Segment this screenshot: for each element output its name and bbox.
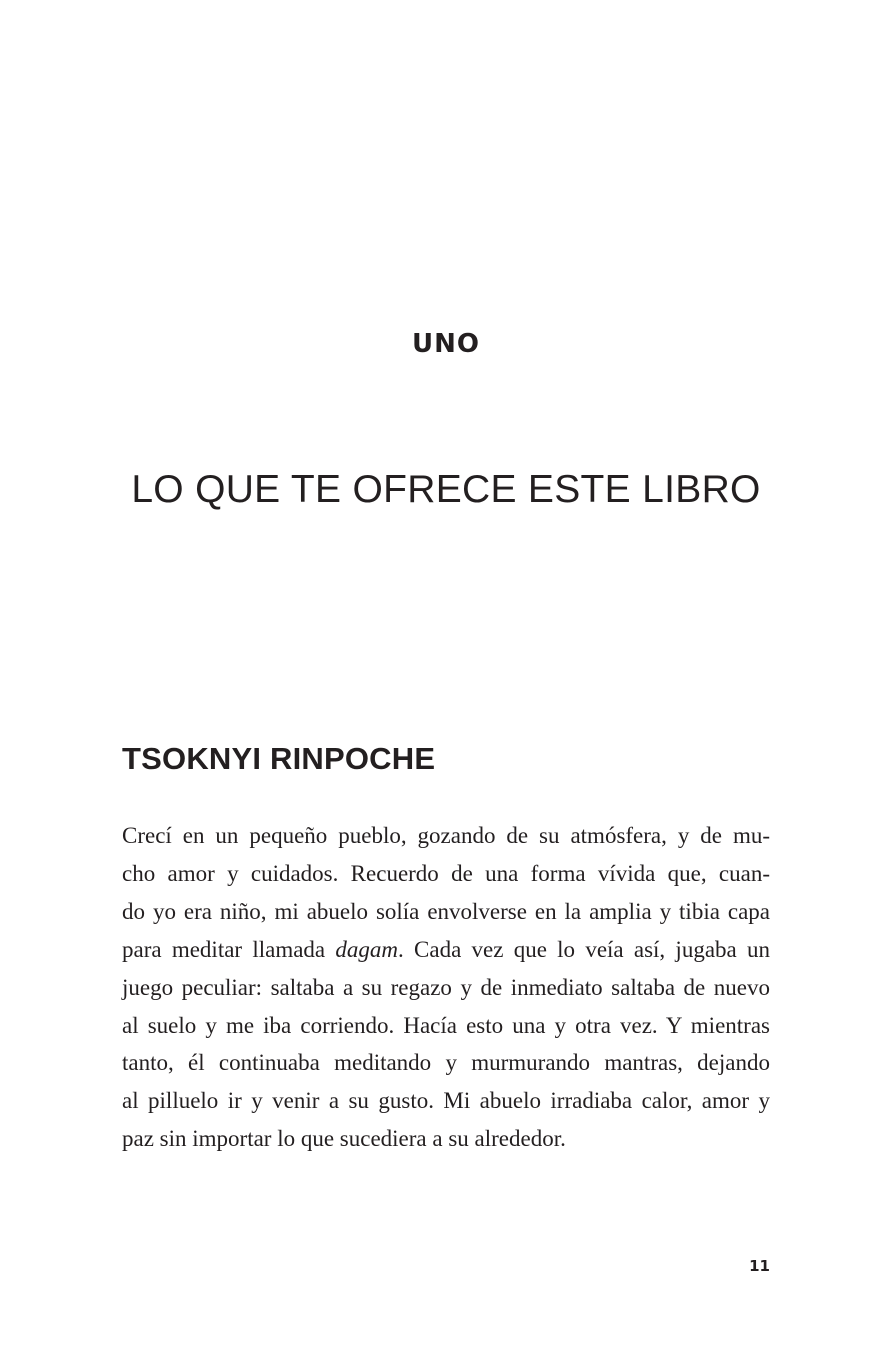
body-text-segment: . Cada vez que lo veía así, jugaba un [398,936,770,962]
body-text-segment: para meditar llamada [122,936,336,962]
body-line: al pilluelo ir y venir a su gusto. Mi abuelo irradiaba calor, amor y [122,1088,770,1114]
body-line: juego peculiar: saltaba a su regazo y de inmediato saltaba de nuevo [122,974,770,1000]
page-number: 11 [749,1257,770,1275]
body-line: do yo era niño, mi abuelo solía envolverse en la amplia y tibia capa [122,898,770,924]
body-paragraph [122,817,770,1158]
italic-term: dagam [335,936,399,962]
body-line [122,931,770,969]
chapter-number: UNO [412,329,480,359]
body-line: tanto, él continuaba meditando y murmurando mantras, dejando [122,1050,770,1076]
section-author-heading: TSOKNYI RINPOCHE [122,741,436,776]
body-line: al suelo y me iba corriendo. Hacía esto una y otra vez. Y mientras [122,1012,770,1038]
body-line: cho amor y cuidados. Recuerdo de una forma vívida que, cuan- [122,860,770,886]
body-line: paz sin importar lo que sucediera a su alrededor. [122,1126,566,1152]
body-line: Crecí en un pequeño pueblo, gozando de su atmósfera, y de mu- [122,823,770,848]
chapter-title: LO QUE TE OFRECE ESTE LIBRO [131,468,761,511]
